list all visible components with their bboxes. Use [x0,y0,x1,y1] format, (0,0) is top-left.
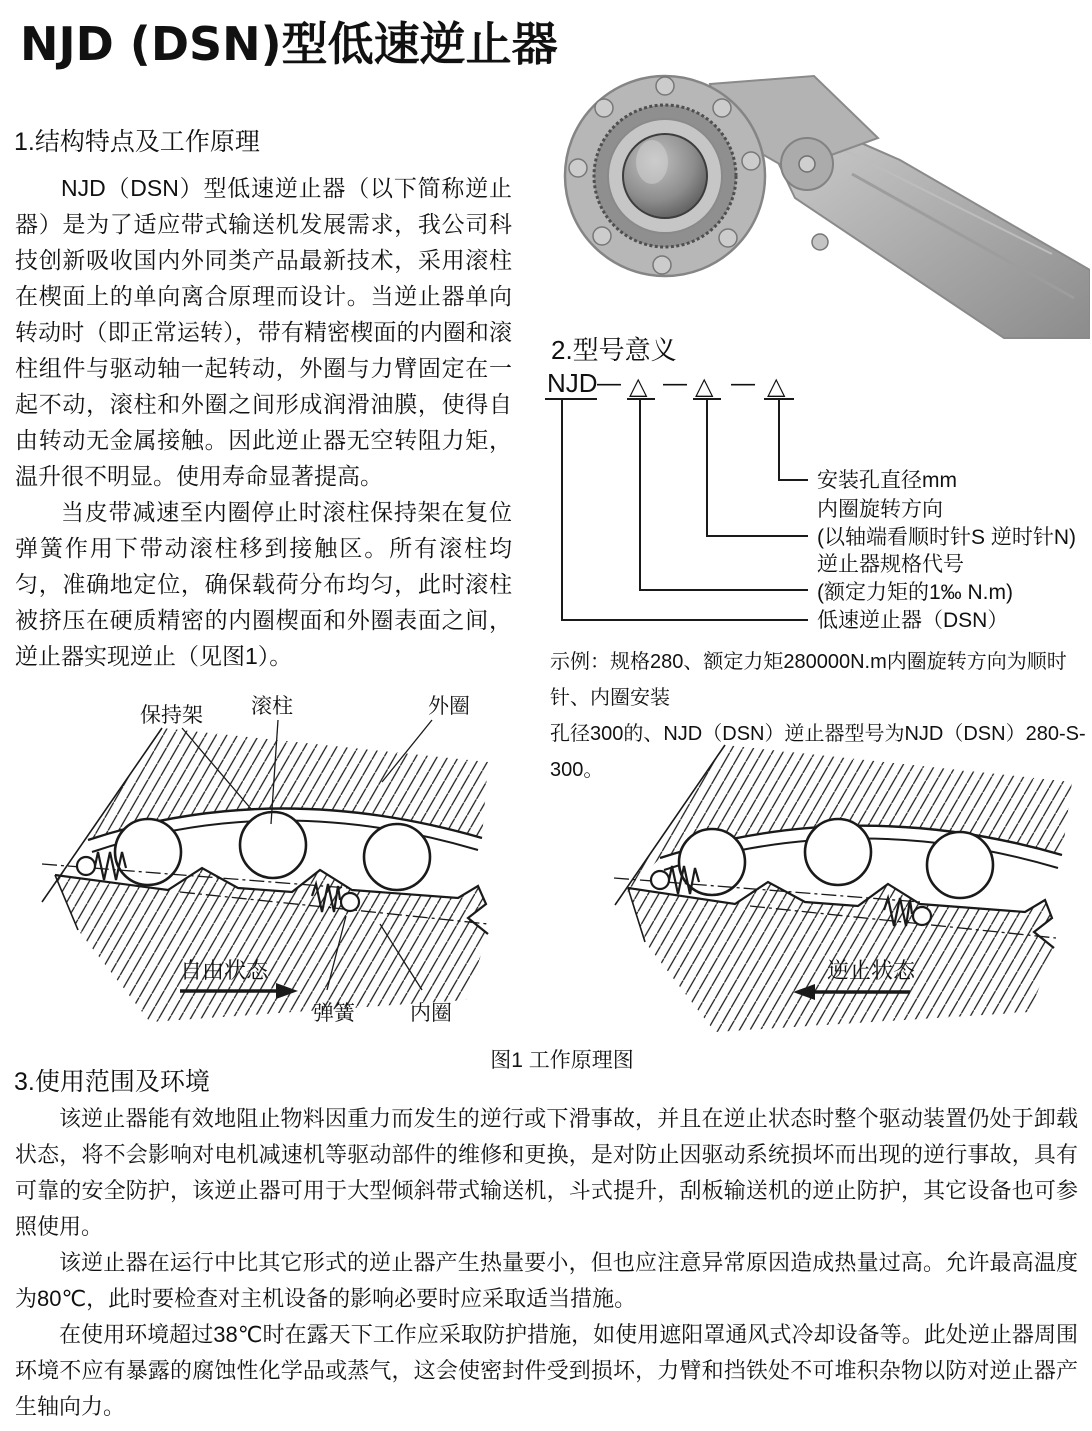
section2-heading-wrap [551,330,677,367]
model-dash-3: — [731,370,755,397]
section3-para1: 该逆止器能有效地阻止物料因重力而发生的逆行或下滑事故，并且在逆止状态时整个驱动装置仍处于卸载状态，将不会影响对电机减速机等驱动部件的维修和更换，是对防止因驱动系统损坏而出现的逆行事故，具有可靠的安全防护，该逆止器可用于大型倾斜带式输送机，斗式提升，刮板输送机的逆止防护，其它设备也可参照使用。 [15,1106,1078,1239]
section3-heading: 3.使用范围及环境 [14,1068,210,1096]
page-title: NJD (DSN)型低速逆止器 [20,17,558,71]
model-example-line2: 孔径300的、NJD（DSN）逆止器型号为NJD（DSN）280-S-300。 [550,723,1086,781]
label-inner-ring: 内圈 [410,1002,452,1025]
label-roller: 滚柱 [251,695,293,718]
section1-body [15,170,512,674]
section3-para3: 在使用环境超过38℃时在露天下工作应采取防护措施，如使用遮阳罩通风式冷却设备等。此处逆止器周围环境不应有暴露的腐蚀性化学品或蒸气，这会使密封件受到损坏，力臂和挡铁处不可堆积杂物以防对逆止器产生轴向力。 [15,1322,1078,1419]
model-label-type: 低速逆止器（DSN） [817,609,1009,632]
model-label-hole: 安装孔直径mm [817,469,957,492]
label-cage: 保持架 [140,704,203,727]
model-label-spec2: (额定力矩的1‰ N.m) [817,581,1013,604]
model-prefix: NJD [547,368,598,398]
model-triangle-2: △ [695,373,714,400]
label-spring: 弹簧 [313,1002,355,1025]
section3-heading-wrap [14,1062,210,1098]
model-example-line1: 示例：规格280、额定力矩280000N.m内圈旋转方向为顺时针、内圈安装 [550,651,1067,709]
figure1-backstop-state-diagram [600,720,1092,1040]
model-label-dir1: 内圈旋转方向 [817,498,943,521]
section1-para1: NJD（DSN）型低速逆止器（以下简称逆止器）是为了适应带式输送机发展需求，我公司科技创新吸收国内外同类产品最新技术，采用滚柱在楔面上的单向离合原理而设计。当逆止器单向转动时（即正常运转），带有精密楔面的内圈和滚柱组件与驱动轴一起转动，外圈与力臂固定在一起不动，滚柱和外圈之间形成润滑油膜，使得自由转动无金属接触。因此逆止器无空转阻力矩，温升很不明显。使用寿命显著提高。 [15,175,512,489]
model-dash-1: — [597,370,621,397]
figure1-free-state-diagram [30,690,500,1040]
label-outer-ring: 外圈 [428,695,470,718]
section2-heading: 2.型号意义 [551,335,677,365]
section3-body [15,1101,1078,1425]
model-label-dir2: (以轴端看顺时针S 逆时针N) [817,526,1076,549]
free-state-label: 自由状态 [180,958,269,983]
section3-para2: 该逆止器在运行中比其它形式的逆止器产生热量要小，但也应注意异常原因造成热量过高。允许最高温度为80℃，此时要检查对主机设备的影响必要时应采取适当措施。 [15,1250,1078,1311]
model-dash-2: — [663,370,687,397]
model-triangle-1: △ [629,373,648,400]
backstop-state-label: 逆止状态 [827,958,916,983]
model-triangle-3: △ [767,373,786,400]
model-designation-diagram [545,368,1092,640]
section1-heading-wrap [14,122,260,158]
figure1-caption: 图1 工作原理图 [490,1049,634,1072]
product-photo [552,46,1090,340]
backstop-photo-drawing [552,46,1090,340]
section1-heading: 1.结构特点及工作原理 [14,128,260,156]
model-label-spec1: 逆止器规格代号 [817,553,964,576]
section1-para2: 当皮带减速至内圈停止时滚柱保持架在复位弹簧作用下带动滚柱移到接触区。所有滚柱均匀，准确地定位，确保载荷分布均匀，此时滚柱被挤压在硬质精密的内圈楔面和外圈表面之间，逆止器实现逆止（见图1）。 [15,499,512,669]
